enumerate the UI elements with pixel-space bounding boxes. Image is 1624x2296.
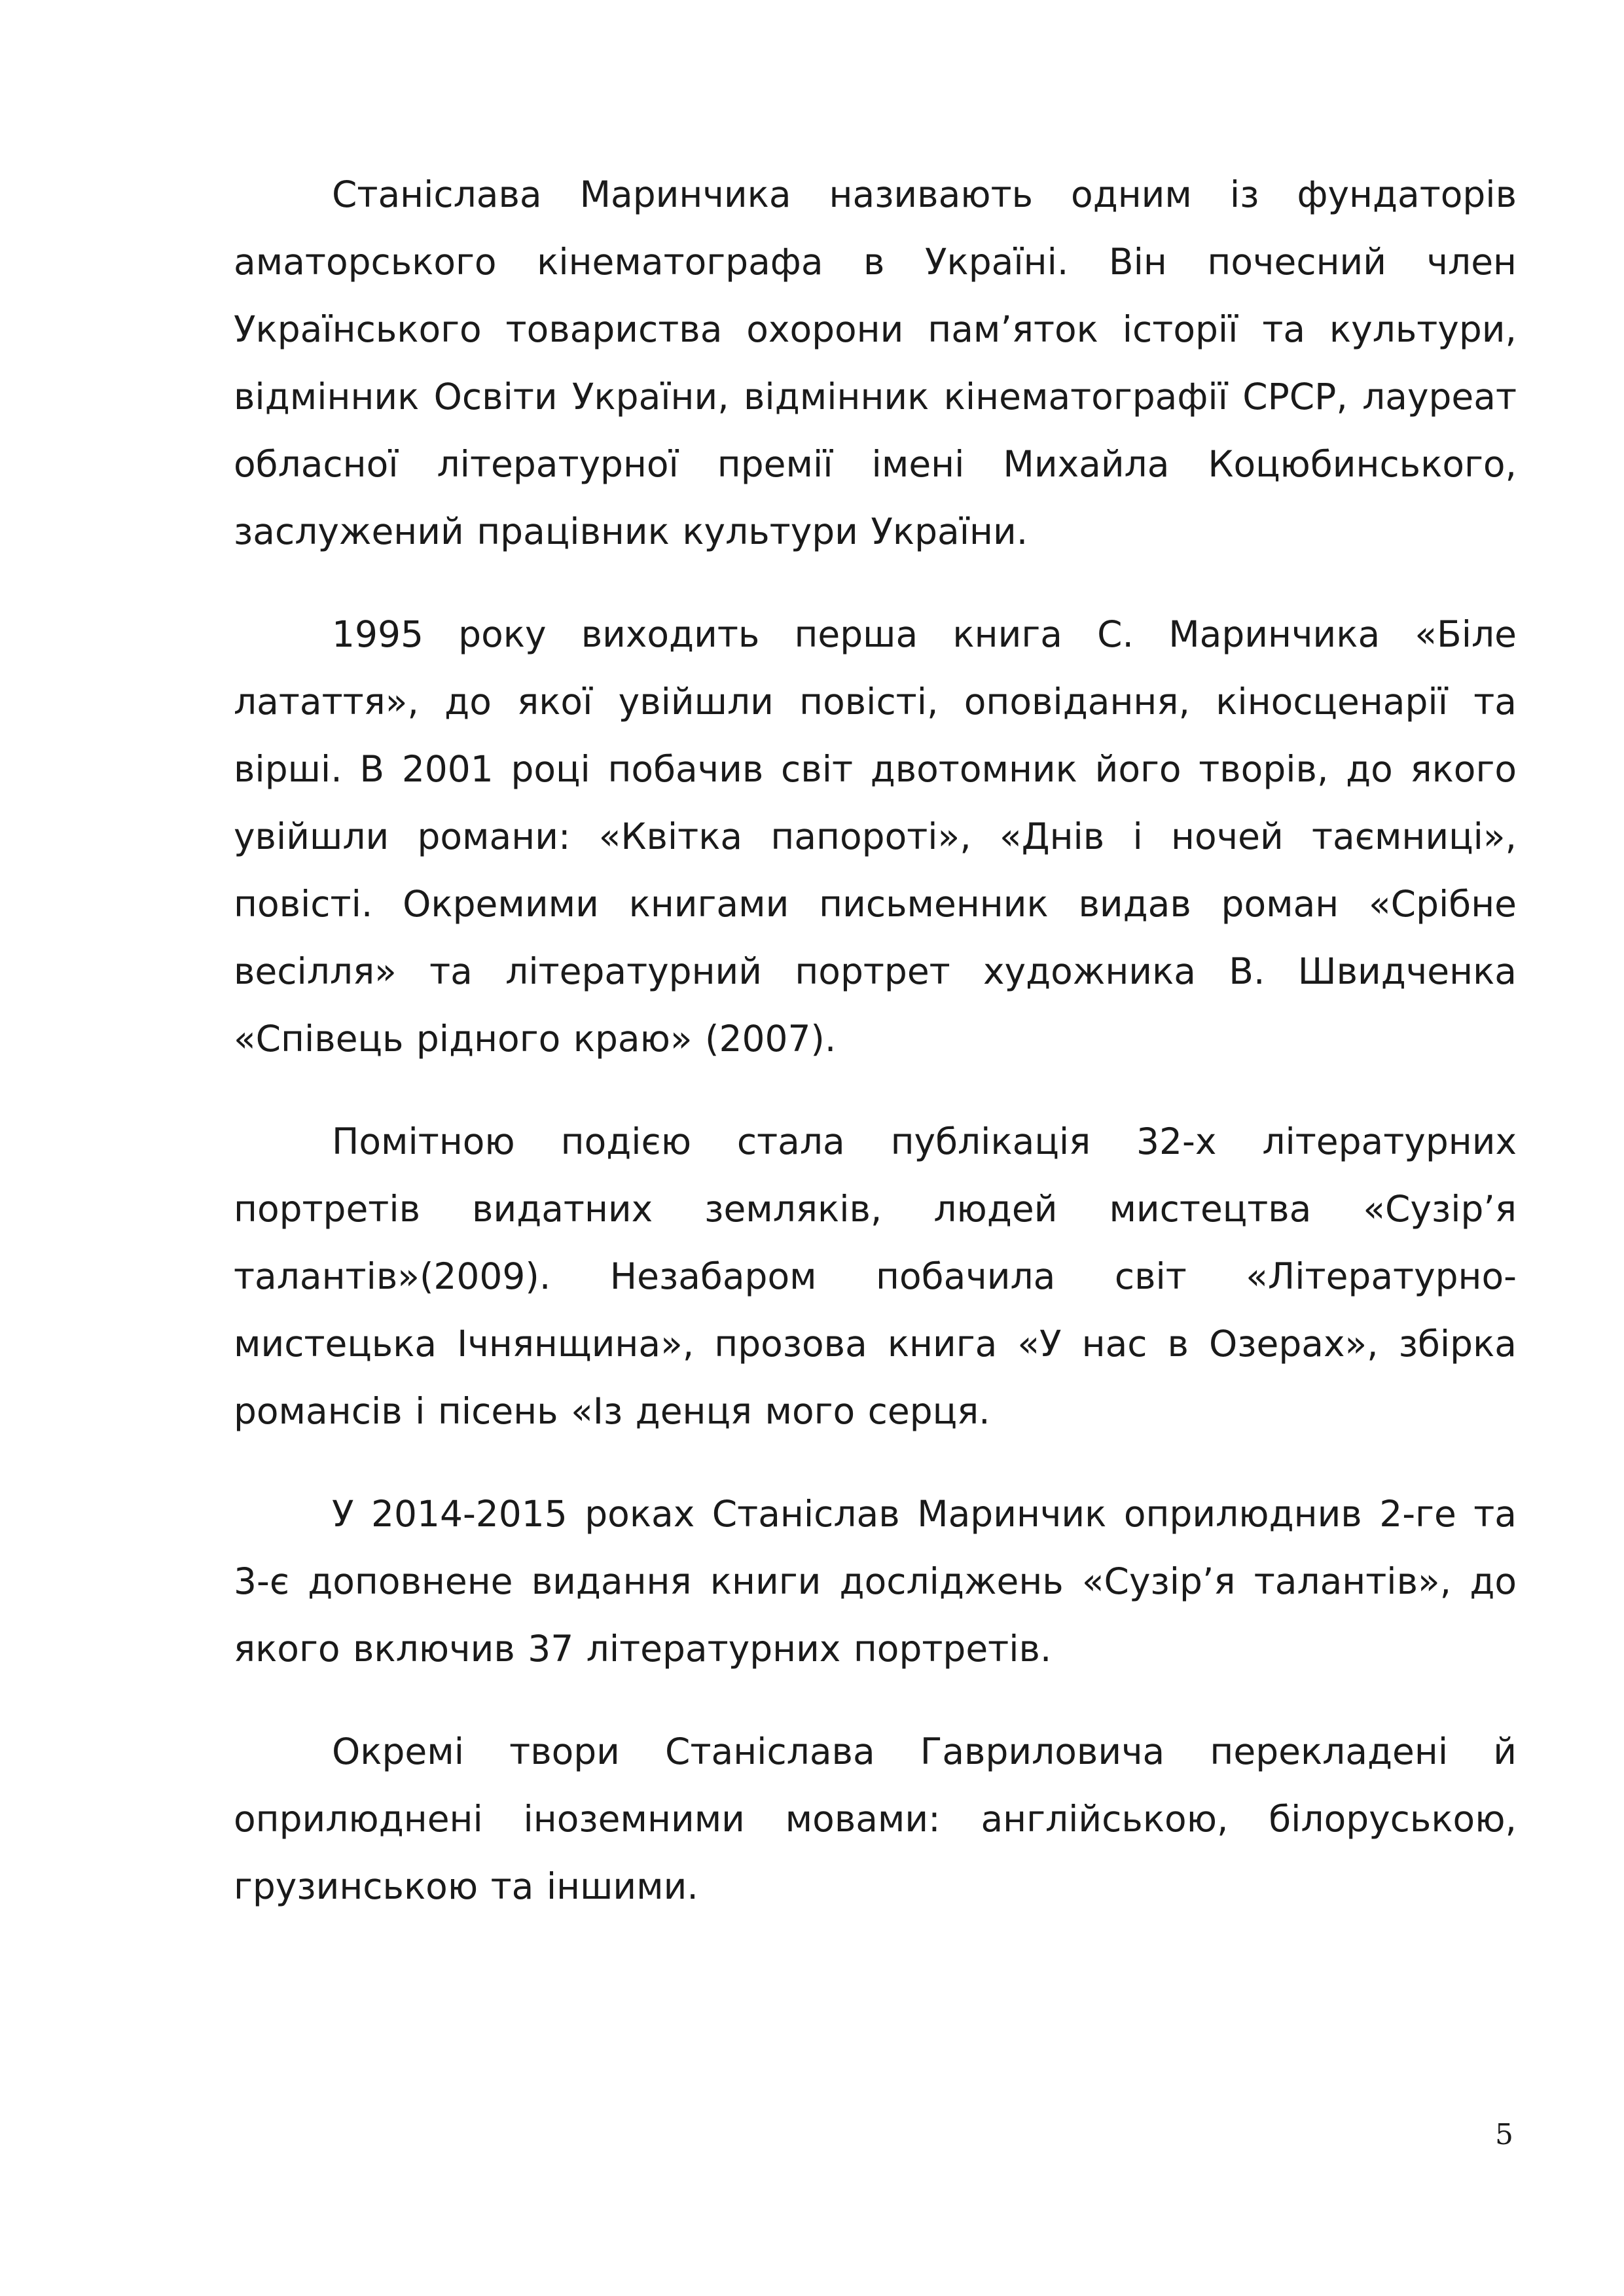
paragraph-portraits: Помітною подією стала публікація 32-х літературних портретів видатних земляків, людей мистецтва «Сузір’я талантів»(2009). Незабаром побачила світ «Літературно-мистецька Ічнянщина», прозова книга «У нас в Озерах», збірка романсів і пісень «Із денця мого серця. [234, 1121, 1517, 1432]
page-number: 5 [1495, 2118, 1513, 2151]
paragraph-first-book: 1995 року виходить перша книга С. Маринчика «Біле латаття», до якої увійшли повісті, оповідання, кіносценарії та вірші. В 2001 році побачив світ двотомник його творів, до якого увійшли романи: «Квітка папороті», «Днів і ночей таємниці», повісті. Окремими книгами письменник видав роман «Срібне весілля» та літературний портрет художника В. Швидченка «Співець рідного краю» (2007). [234, 613, 1517, 1060]
paragraph-founder: Станіслава Маринчика називають одним із фундаторів аматорського кінематографа в Україні. Він почесний член Українського товариства охорони пам’яток історії та культури, відмінник Освіти України, відмінник кінематографії СРСР, лауреат обласної літературної премії імені Михайла Коцюбинського, заслужений працівник культури України. [234, 173, 1517, 552]
paragraph-editions: У 2014-2015 роках Станіслав Маринчик оприлюднив 2-ге та 3-є доповнене видання книги досліджень «Сузір’я талантів», до якого включив 37 літературних портретів. [234, 1493, 1517, 1670]
paragraph-translations: Окремі твори Станіслава Гавриловича перекладені й оприлюднені іноземними мовами: англійською, білоруською, грузинською та іншими. [234, 1731, 1517, 1907]
body-text [234, 161, 1517, 1956]
